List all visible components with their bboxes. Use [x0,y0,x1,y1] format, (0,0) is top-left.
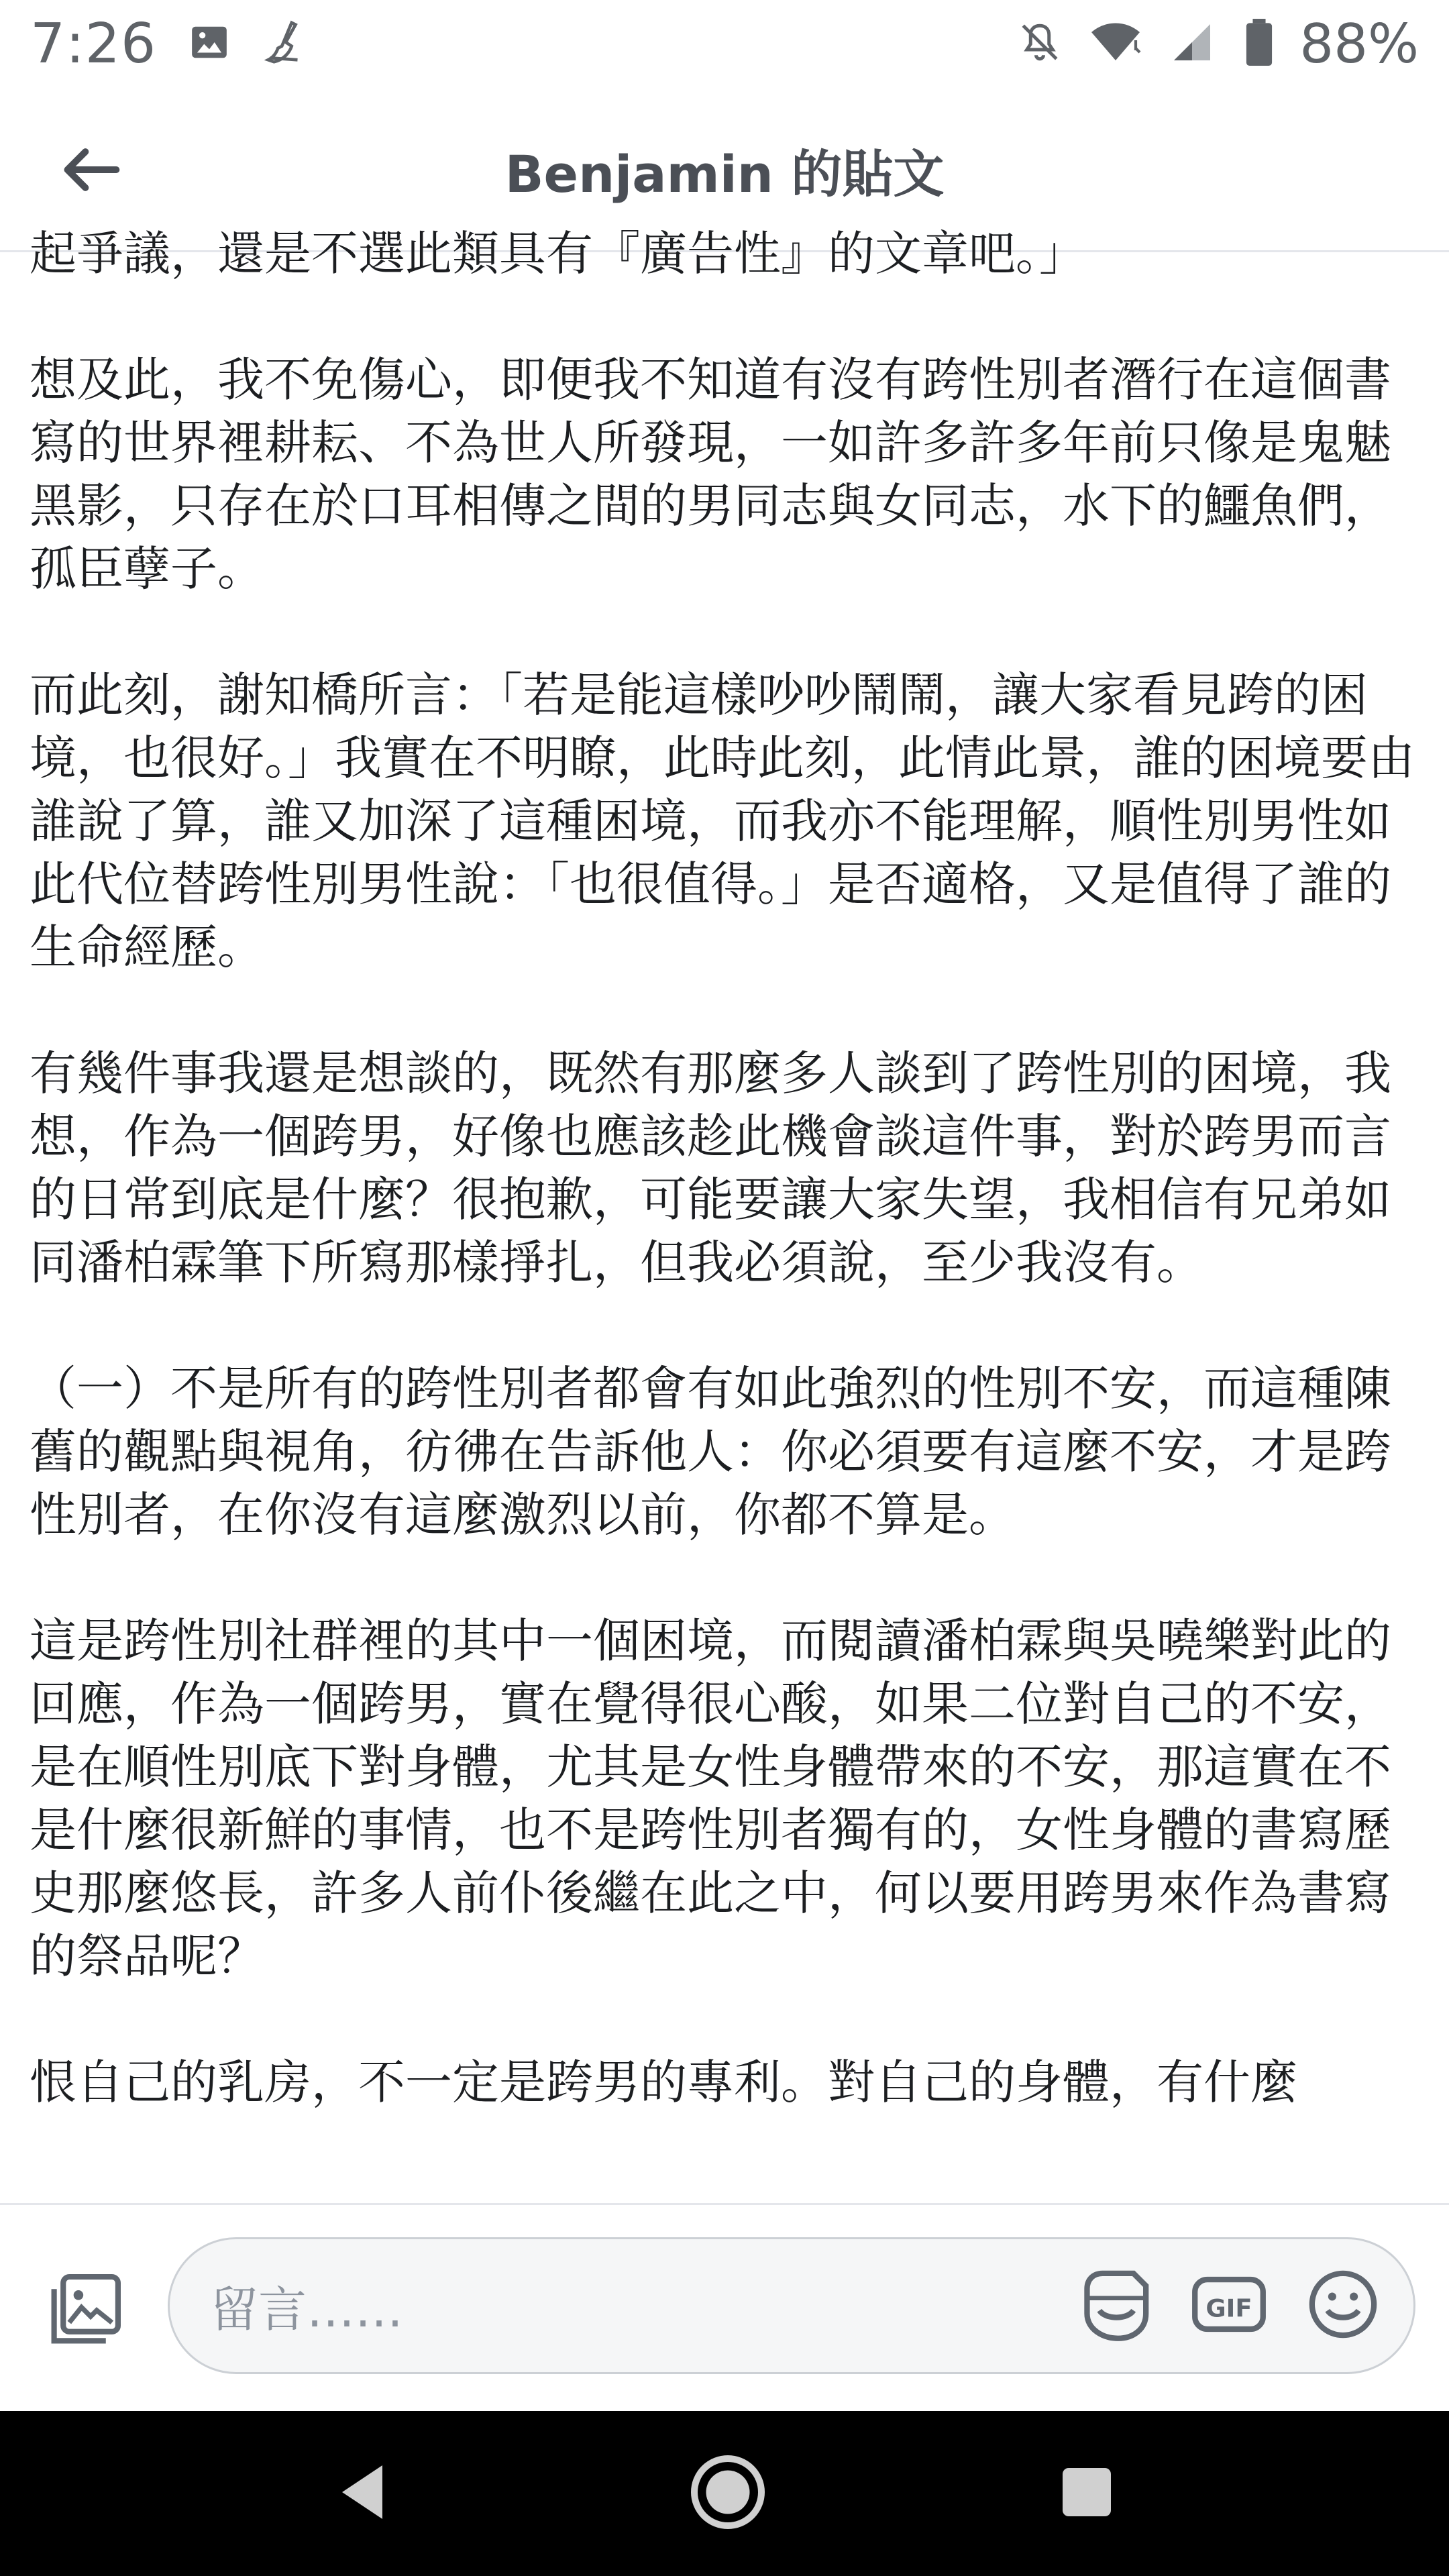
comment-bar [0,2203,1449,2411]
comment-input[interactable] [168,2237,1415,2374]
emoji-icon[interactable] [1303,2264,1383,2347]
bell-off-icon [1018,20,1062,67]
nav-recents-icon[interactable] [1057,2462,1117,2525]
input-icons [1075,2264,1383,2347]
photo-icon [44,2271,125,2350]
post-paragraph: 想及此，我不免傷心，即便我不知道有沒有跨性別者潛行在這個書寫的世界裡耕耘、不為世人所發現，一如許多許多年前只像是鬼魅黑影，只存在於口耳相傳之間的男同志與女同志，水下的鱷魚們，孤臣孽子。 [30,352,1391,596]
nav-back-icon[interactable] [332,2459,399,2528]
status-right [1018,13,1419,75]
signal-icon [1169,20,1219,67]
comment-placeholder: 留言…… [210,2282,404,2338]
post-paragraph: 有幾件事我還是想談的，既然有那麼多人談到了跨性別的困境，我想，作為一個跨男，好像也應該趁此機會談這件事，對於跨男而言的日常到底是什麼？很抱歉，可能要讓大家失望，我相信有兄弟如同潘柏霖筆下所寫那樣掙扎，但我必須說，至少我沒有。 [30,1046,1391,1290]
back-arrow-icon [60,146,121,193]
gif-icon[interactable] [1189,2264,1269,2347]
svg-text:GIF: GIF [1205,2294,1252,2323]
post-paragraph: 起爭議，還是不選此類具有『廣告性』的文章吧。」 [30,226,1086,281]
status-bar [0,0,1449,87]
image-icon [189,21,230,66]
battery-percentage: 88% [1299,12,1419,75]
nav-bar [0,2411,1449,2576]
photo-button[interactable] [39,2267,129,2354]
post-body [30,222,1425,2177]
post-paragraph: 而此刻，謝知橋所言：「若是能這樣吵吵鬧鬧，讓大家看見跨的困境，也很好。」我實在不明瞭，此時此刻，此情此景，誰的困境要由誰說了算，誰又加深了這種困境，而我亦不能理解，順性別男性如此代位替跨性別男性說：「也很值得。」是否適格，又是值得了誰的生命經歷。 [30,667,1415,975]
wifi-icon [1089,20,1142,67]
broom-icon [262,19,309,68]
post-paragraph: 恨自己的乳房，不一定是跨男的專利。對自己的身體，有什麼 [30,2055,1297,2110]
battery-icon [1246,19,1273,68]
sticker-icon[interactable] [1075,2264,1155,2347]
post-content[interactable] [0,226,1449,2203]
back-button[interactable] [47,126,134,213]
status-left [30,12,309,76]
nav-home-icon[interactable] [688,2452,768,2535]
post-paragraph: （一）不是所有的跨性別者都會有如此強烈的性別不安，而這種陳舊的觀點與視角，彷彿在告訴他人：你必須要有這麼不安，才是跨性別者，在你沒有這麼激烈以前，你都不算是。 [30,1361,1391,1542]
page-title: Benjamin 的貼文 [504,144,945,204]
status-time: 7:26 [30,11,157,76]
post-paragraph: 這是跨性別社群裡的其中一個困境，而閱讀潘柏霖與吳曉樂對此的回應，作為一個跨男，實在覺得很心酸，如果二位對自己的不安，是在順性別底下對身體，尤其是女性身體帶來的不安，那這實在不是什麼很新鮮的事情，也不是跨性別者獨有的，女性身體的書寫歷史那麼悠長，許多人前仆後繼在此之中，何以要用跨男來作為書寫的祭品呢？ [30,1613,1391,1984]
